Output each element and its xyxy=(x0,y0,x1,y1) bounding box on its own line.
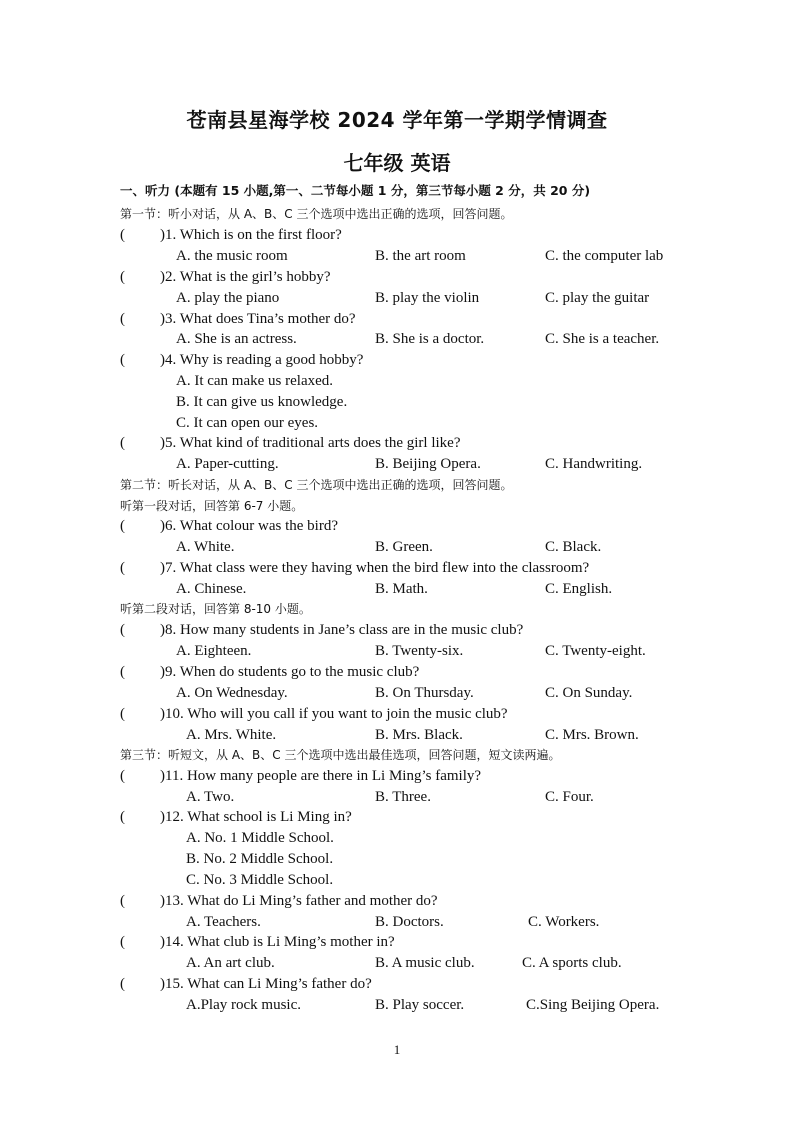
answer-blank[interactable]: ( xyxy=(120,934,125,950)
option-a: A. No. 1 Middle School. xyxy=(186,830,334,846)
question-text: )14. What club is Li Ming’s mother in? xyxy=(160,934,395,950)
option-a: A. Paper-cutting. xyxy=(176,456,279,472)
option-b: B. It can give us knowledge. xyxy=(176,394,348,410)
question-9 xyxy=(120,663,419,681)
option-a: A.Play rock music. xyxy=(186,997,301,1013)
option-c: C. It can open our eyes. xyxy=(176,415,319,431)
question-11 xyxy=(120,767,481,785)
question-13 xyxy=(120,892,438,910)
question-1 xyxy=(120,226,342,244)
question-text: )15. What can Li Ming’s father do? xyxy=(160,976,372,992)
answer-blank[interactable]: ( xyxy=(120,706,125,722)
section3-instruction: 第三节：听短文，从 A、B、C 三个选项中选出最佳选项，回答问题，短文读两遍。 xyxy=(120,748,561,762)
option-c: C. On Sunday. xyxy=(545,685,633,701)
option-c: C.Sing Beijing Opera. xyxy=(526,997,660,1013)
option-c: C. English. xyxy=(545,581,613,597)
option-c: C. No. 3 Middle School. xyxy=(186,872,334,888)
option-a: A. Chinese. xyxy=(176,581,247,597)
option-c: C. She is a teacher. xyxy=(545,331,660,347)
answer-blank[interactable]: ( xyxy=(120,976,125,992)
question-15 xyxy=(120,975,372,993)
option-a: A. Two. xyxy=(186,789,235,805)
answer-blank[interactable]: ( xyxy=(120,560,125,576)
question-6 xyxy=(120,517,338,535)
dialog2-instruction: 听第二段对话，回答第 8-10 小题。 xyxy=(120,602,311,616)
answer-blank[interactable]: ( xyxy=(120,311,125,327)
question-3 xyxy=(120,310,356,328)
option-c: C. Twenty-eight. xyxy=(545,643,646,659)
question-10 xyxy=(120,705,508,723)
answer-blank[interactable]: ( xyxy=(120,768,125,784)
option-b: B. Math. xyxy=(375,581,428,597)
option-a: A. It can make us relaxed. xyxy=(176,373,334,389)
answer-blank[interactable]: ( xyxy=(120,664,125,680)
question-text: )6. What colour was the bird? xyxy=(160,518,339,534)
option-c: C. Workers. xyxy=(528,914,600,930)
option-b: B. She is a doctor. xyxy=(375,331,485,347)
question-text: )8. How many students in Jane’s class are in the music club? xyxy=(160,622,524,638)
answer-blank[interactable]: ( xyxy=(120,893,125,909)
question-2 xyxy=(120,268,331,286)
section1-instruction: 第一节：听小对话，从 A、B、C 三个选项中选出正确的选项，回答问题。 xyxy=(120,207,513,221)
question-14 xyxy=(120,933,395,951)
question-text: )11. How many people are there in Li Ming’s family? xyxy=(160,768,482,784)
option-b: B. On Thursday. xyxy=(375,685,474,701)
option-b: B. Green. xyxy=(375,539,433,555)
option-c: C. Black. xyxy=(545,539,602,555)
option-a: A. Eighteen. xyxy=(176,643,252,659)
exam-subtitle: 七年级 英语 xyxy=(343,151,451,175)
question-12 xyxy=(120,808,352,826)
option-a: A. Mrs. White. xyxy=(186,727,277,743)
option-a: A. play the piano xyxy=(176,290,280,306)
question-text: )12. What school is Li Ming in? xyxy=(160,809,352,825)
question-text: )2. What is the girl’s hobby? xyxy=(160,269,331,285)
question-text: )7. What class were they having when the bird flew into the classroom? xyxy=(160,560,590,576)
option-b: B. Twenty-six. xyxy=(375,643,464,659)
option-b: B. Mrs. Black. xyxy=(375,727,463,743)
exam-title: 苍南县星海学校 2024 学年第一学期学情调查 xyxy=(186,108,608,132)
option-a: A. the music room xyxy=(176,248,288,264)
question-8 xyxy=(120,621,523,639)
question-7 xyxy=(120,559,589,577)
option-c: C. Four. xyxy=(545,789,594,805)
option-c: C. A sports club. xyxy=(522,955,622,971)
answer-blank[interactable]: ( xyxy=(120,352,125,368)
answer-blank[interactable]: ( xyxy=(120,622,125,638)
option-c: C. play the guitar xyxy=(545,290,650,306)
question-text: )3. What does Tina’s mother do? xyxy=(160,311,356,327)
option-a: A. An art club. xyxy=(186,955,275,971)
dialog1-instruction: 听第一段对话，回答第 6-7 小题。 xyxy=(120,499,304,513)
option-b: B. Three. xyxy=(375,789,431,805)
option-b: B. Play soccer. xyxy=(375,997,465,1013)
option-a: A. White. xyxy=(176,539,235,555)
option-b: B. the art room xyxy=(375,248,466,264)
answer-blank[interactable]: ( xyxy=(120,518,125,534)
answer-blank[interactable]: ( xyxy=(120,435,125,451)
page-number: 1 xyxy=(393,1042,401,1057)
question-text: )9. When do students go to the music club? xyxy=(160,664,420,680)
question-text: )1. Which is on the first floor? xyxy=(160,227,342,243)
question-text: )4. Why is reading a good hobby? xyxy=(160,352,364,368)
option-b: B. A music club. xyxy=(375,955,475,971)
option-a: A. Teachers. xyxy=(186,914,261,930)
option-a: A. She is an actress. xyxy=(176,331,297,347)
answer-blank[interactable]: ( xyxy=(120,269,125,285)
option-b: B. play the violin xyxy=(375,290,480,306)
option-c: C. Mrs. Brown. xyxy=(545,727,639,743)
option-b: B. Doctors. xyxy=(375,914,444,930)
part1-heading: 一、听力 (本题有 15 小题,第一、二节每小题 1 分，第三节每小题 2 分，共 20 分) xyxy=(120,183,591,198)
question-text: )5. What kind of traditional arts does the girl like? xyxy=(160,435,461,451)
answer-blank[interactable]: ( xyxy=(120,227,125,243)
question-5 xyxy=(120,434,460,452)
question-4 xyxy=(120,351,363,369)
option-b: B. Beijing Opera. xyxy=(375,456,481,472)
question-text: )10. Who will you call if you want to join the music club? xyxy=(160,706,508,722)
option-a: A. On Wednesday. xyxy=(176,685,288,701)
option-c: C. Handwriting. xyxy=(545,456,643,472)
question-text: )13. What do Li Ming’s father and mother do? xyxy=(160,893,438,909)
option-b: B. No. 2 Middle School. xyxy=(186,851,334,867)
section2-instruction: 第二节：听长对话，从 A、B、C 三个选项中选出正确的选项，回答问题。 xyxy=(120,478,513,492)
answer-blank[interactable]: ( xyxy=(120,809,125,825)
option-c: C. the computer lab xyxy=(545,248,664,264)
